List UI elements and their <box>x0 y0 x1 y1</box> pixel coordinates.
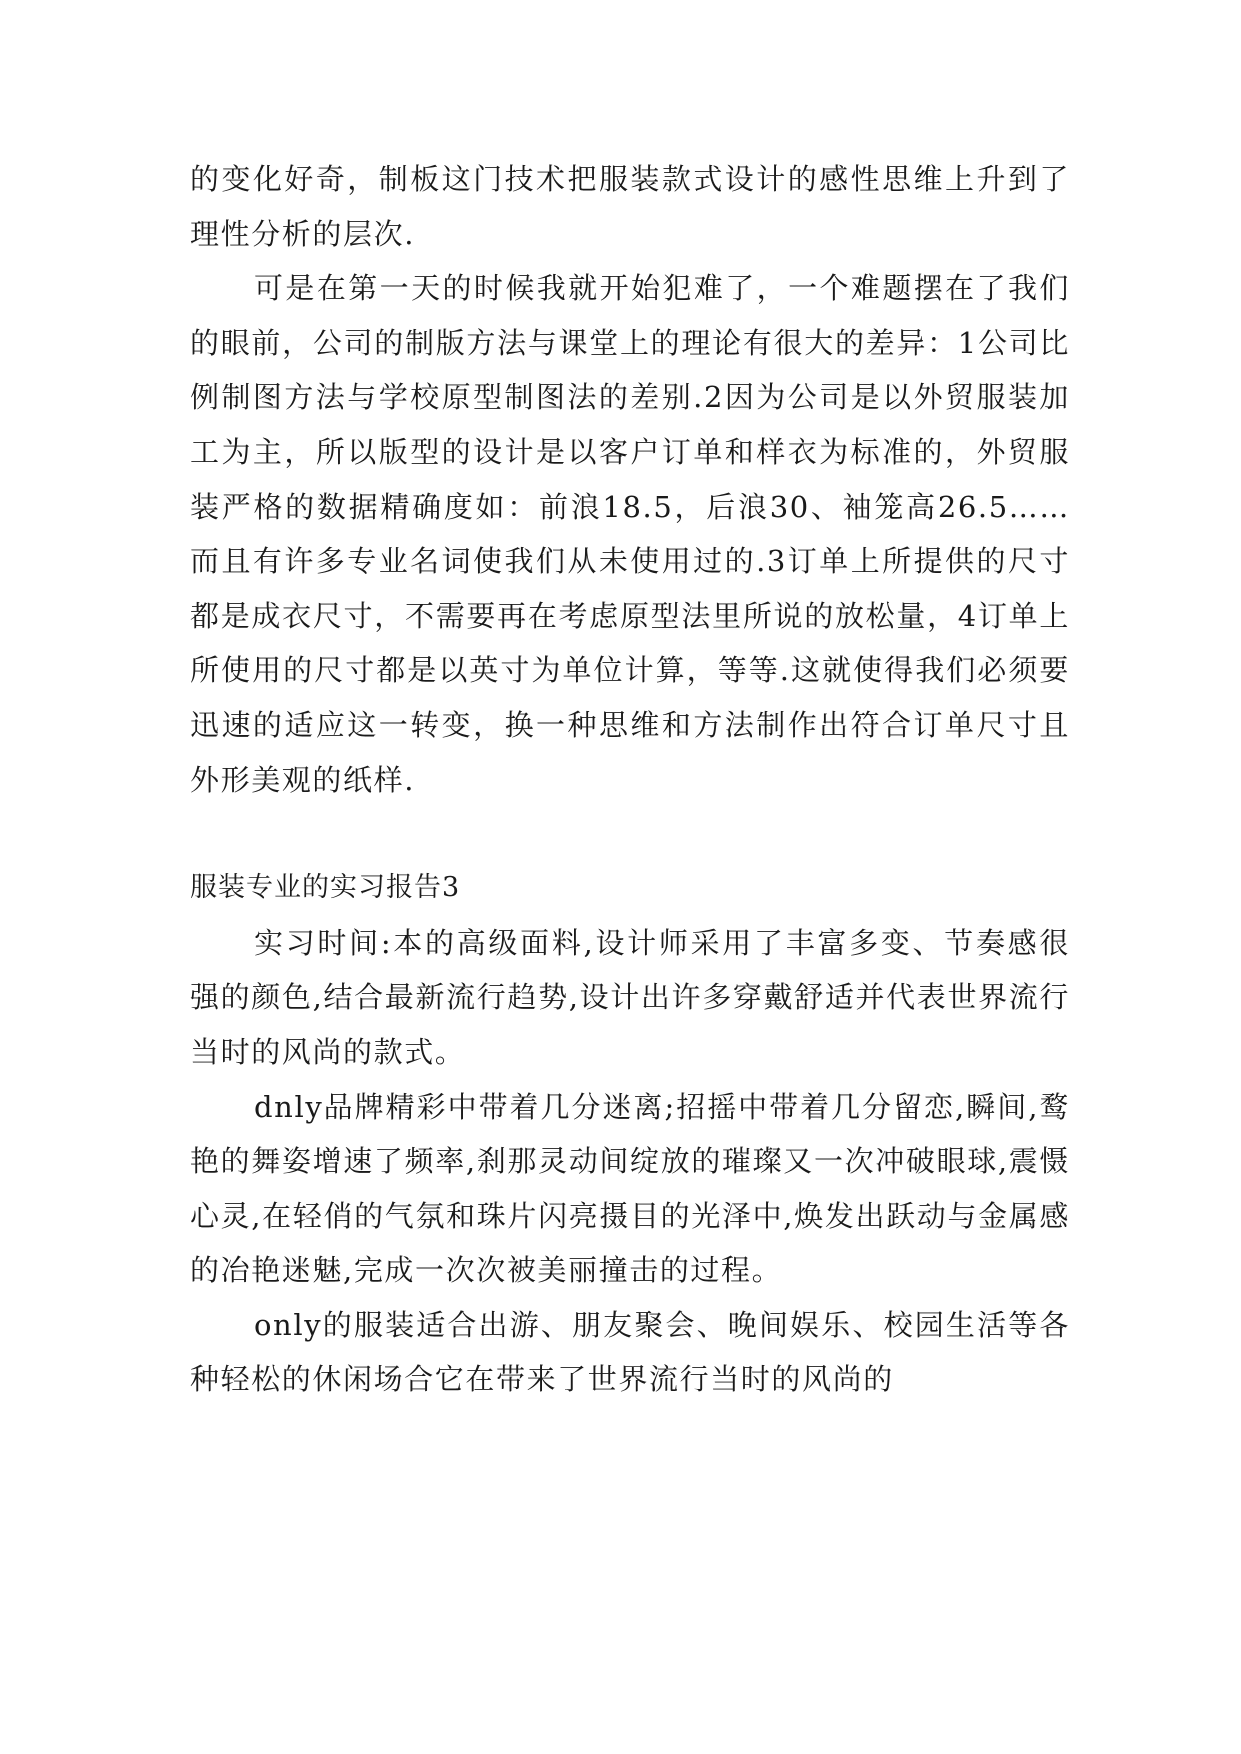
document-page <box>190 152 1070 1407</box>
section-spacer <box>190 807 1070 861</box>
paragraph-2: 可是在第一天的时候我就开始犯难了，一个难题摆在了我们的眼前，公司的制版方法与课堂上的理论有很大的差异：1公司比例制图方法与学校原型制图法的差别.2因为公司是以外贸服装加工为主，所以版型的设计是以客户订单和样衣为标准的，外贸服装严格的数据精确度如：前浪18.5，后浪30、袖笼高26.5……而且有许多专业名词使我们从未使用过的.3订单上所提供的尺寸都是成衣尺寸，不需要再在考虑原型法里所说的放松量，4订单上所使用的尺寸都是以英寸为单位计算，等等.这就使得我们必须要迅速的适应这一转变，换一种思维和方法制作出符合订单尺寸且外形美观的纸样. <box>190 271 1070 797</box>
paragraph-5: only的服装适合出游、朋友聚会、晚间娱乐、校园生活等各种轻松的休闲场合它在带来了世界流行当时的风尚的 <box>190 1307 1070 1397</box>
paragraph-4: dnly品牌精彩中带着几分迷离;招摇中带着几分留恋,瞬间,鹜艳的舞姿增速了频率,刹那灵动间绽放的璀璨又一次冲破眼球,震慑心灵,在轻俏的气氛和珠片闪亮摄目的光泽中,焕发出跃动与金属感的冶艳迷魅,完成一次次被美丽撞击的过程。 <box>190 1089 1070 1288</box>
section-heading: 服装专业的实习报告3 <box>190 872 461 904</box>
paragraph-3: 实习时间:本的高级面料,设计师采用了丰富多变、节奏感很强的颜色,结合最新流行趋势,设计出许多穿戴舒适并代表世界流行当时的风尚的款式。 <box>190 925 1070 1069</box>
paragraph-1: 的变化好奇，制板这门技术把服装款式设计的感性思维上升到了理性分析的层次. <box>190 162 1070 251</box>
